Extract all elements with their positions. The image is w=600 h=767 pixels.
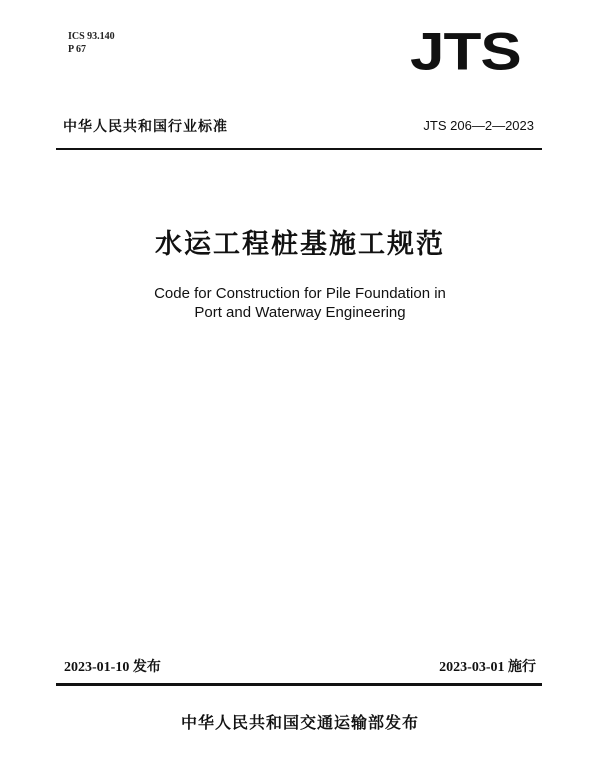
top-divider [56,148,542,150]
jts-logo: JTS [410,22,521,82]
title-english [0,284,600,322]
effective-date: 2023-03-01 施行 [439,660,536,675]
title-english-line-2: Port and Waterway Engineering [194,304,406,321]
issue-date: 2023-01-10 发布 [64,660,161,675]
bottom-divider [56,683,542,686]
publisher: 中华人民共和国交通运输部发布 [180,713,419,732]
title-chinese: 水运工程桩基施工规范 [155,229,445,260]
title-english-line-1: Code for Construction for Pile Foundation in [154,285,446,302]
standard-category: 中华人民共和国行业标准 [63,119,228,135]
classification-block [68,30,115,56]
standard-code: JTS 206—2—2023 [423,118,534,133]
ics-code: ICS 93.140 [68,31,115,42]
classification-code: P 67 [68,44,87,55]
